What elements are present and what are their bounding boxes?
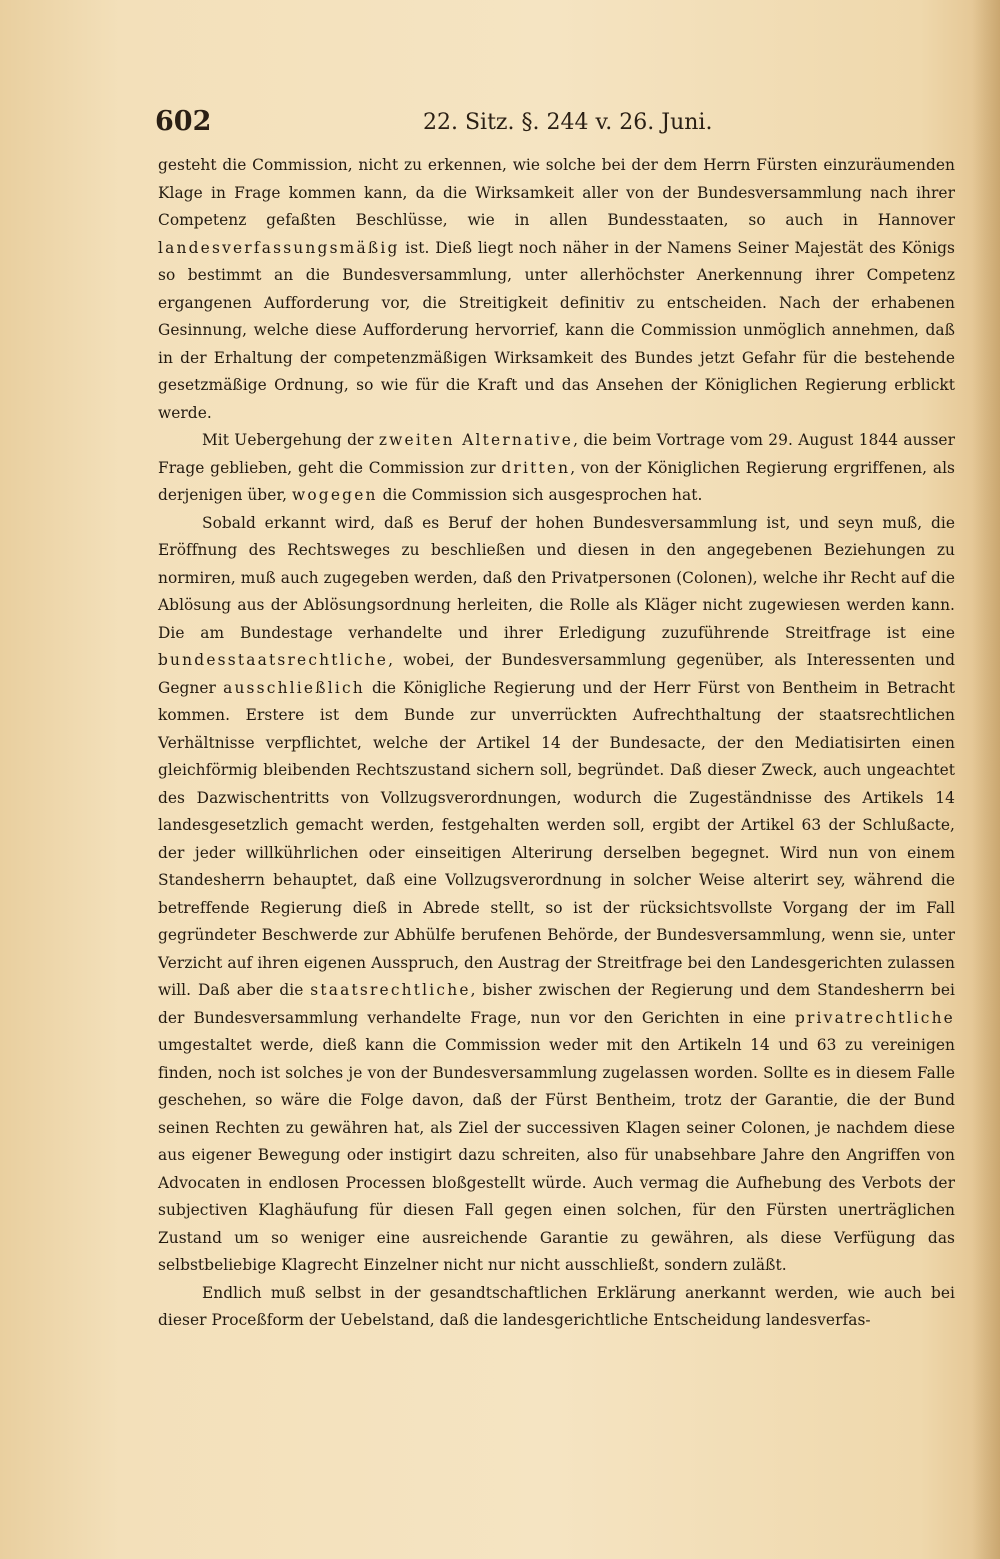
text-segment: , von der Königlichen Regierung ergriffenen, als derjenigen über,: [158, 458, 955, 504]
spaced-emphasis: staatsrechtliche: [310, 981, 471, 999]
spaced-emphasis: landesverfassungsmäßig: [158, 238, 400, 257]
spaced-emphasis: dritten: [501, 458, 571, 477]
text-segment: umgestaltet werde, dieß kann die Commission weder mit den Artikeln 14 und 63 zu vereinigen finden, noch ist solches je von der Bundesversammlung zugelassen worden. Sollte es in diesem Falle geschehen, so wäre die Folge davon, daß der Fürst Bentheim, trotz der Garantie, die der Bund seinen Rechten zu gewähren hat, als Ziel der successiven Klagen seiner Colonen, je nachdem diese aus eigener Bewegung oder instigirt dazu schreiten, also für unabsehbare Jahre den Angriffen von Advocaten in endlosen Processen bloßgestellt würde. Auch vermag die Aufhebung des Verbots der subjectiven Klaghäufung für diesen Fall gegen einen solchen, für den Fürsten unerträglichen Zustand um so weniger eine ausreichende Garantie zu gewähren, als diese Verfügung das selbstbeliebige Klagrecht Einzelner nicht nur nicht ausschließt, sondern zuläßt.: [158, 1036, 955, 1274]
spaced-emphasis: wogegen: [291, 486, 378, 504]
text-segment: Sobald erkannt wird, daß es Beruf der hohen Bundesversammlung ist, und seyn muß, die Eröffnung des Rechtsweges zu beschließen und diesen in den angegebenen Beziehungen zu normiren, muß auch zugegeben werden, daß den Privatpersonen (Colonen), welche ihr Recht auf die Ablösung aus der Ablösungsordnung herleiten, die Rolle als Kläger nicht zugewiesen werden kann. Die am Bundestage verhandelte und ihrer Erledigung zuzuführende Streitfrage ist eine: [158, 513, 955, 642]
paragraph-1: [158, 152, 955, 427]
paragraph-2: [158, 427, 955, 510]
text-segment: Mit Uebergehung der: [202, 431, 379, 449]
text-segment: gesteht die Commission, nicht zu erkennen, wie solche bei der dem Herrn Fürsten einzuräumenden Klage in Frage kommen kann, da die Wirksamkeit aller von der Bundesversammlung nach ihrer Competenz gefaßten Beschlüsse, wie in allen Bundesstaaten, so auch in Hannover: [158, 156, 955, 229]
text-segment: , die beim Vortrage vom 29. August 1844 ausser Frage geblieben, geht die Commission zur: [158, 431, 955, 477]
paragraph-4: [158, 1280, 955, 1335]
text-segment: Endlich muß selbst in der gesandtschaftlichen Erklärung anerkannt werden, wie auch bei dieser Proceßform der Uebelstand, daß die landesgerichtliche Entscheidung landesverfas-: [158, 1283, 955, 1329]
spaced-emphasis: bundesstaatsrechtliche: [158, 651, 389, 669]
spaced-emphasis: privatrechtliche: [794, 1008, 955, 1027]
spaced-emphasis: zweiten Alternative: [378, 431, 574, 449]
text-segment: , wobei, der Bundesversammlung gegenüber, als Interessenten und Gegner: [158, 651, 955, 697]
page-header: [155, 106, 945, 140]
text-segment: ist. Dieß liegt noch näher in der Namens Seiner Majestät des Königs so bestimmt an die Bundesversammlung, unter allerhöchster Anerkennung ihrer Competenz ergangenen Aufforderung vor, die Streitigkeit definitiv zu entscheiden. Nach der erhabenen Gesinnung, welche diese Aufforderung hervorrief, kann die Commission unmöglich annehmen, daß in der Erhaltung der competenzmäßigen Wirksamkeit des Bundes jetzt Gefahr für die bestehende gesetzmäßige Ordnung, so wie für die Kraft und das Ansehen der Königlichen Regierung erblickt werde.: [158, 238, 955, 422]
text-segment: die Königliche Regierung und der Herr Fürst von Bentheim in Betracht kommen. Erstere ist dem Bunde zur unverrückten Aufrechthaltung der staatsrechtlichen Verhältnisse verpflichtet, welche der Artikel 14 der Bundesacte, der den Mediatisirten einen gleichförmig bleibenden Rechtszustand sichern soll, begründet. Daß dieser Zweck, auch ungeachtet des Dazwischentritts von Vollzugsverordnungen, wodurch die Zugeständnisse des Artikels 14 landesgesetzlich gemacht werden, festgehalten werden soll, ergibt der Artikel 63 der Schlußacte, der jeder willkührlichen oder einseitigen Alterirung derselben begegnet. Wird nun von einem Standesherrn behauptet, daß eine Vollzugsverordnung in solcher Weise alterirt sey, während die betreffende Regierung dieß in Abrede stellt, so ist der rücksichtsvollste Vorgang der im Fall gegründeter Beschwerde zur Abhülfe berufenen Behörde, der Bundesversammlung, wenn sie, unter Verzicht auf ihren eigenen Ausspruch, den Austrag der Streitfrage bei den Landesgerichten zulassen will. Daß aber die: [158, 678, 956, 999]
running-head: 22. Sitz. §. 244 v. 26. Juni.: [423, 110, 713, 135]
spaced-emphasis: ausschließlich: [223, 678, 365, 697]
text-segment: , bisher zwischen der Regierung und dem Standesherrn bei der Bundesversammlung verhandelte Frage, nun vor den Gerichten in eine: [158, 981, 955, 1027]
text-segment: die Commission sich ausgesprochen hat.: [377, 486, 703, 504]
page-number: 602: [155, 106, 212, 137]
paragraph-3: [158, 510, 955, 1280]
body-text: [158, 152, 955, 1335]
